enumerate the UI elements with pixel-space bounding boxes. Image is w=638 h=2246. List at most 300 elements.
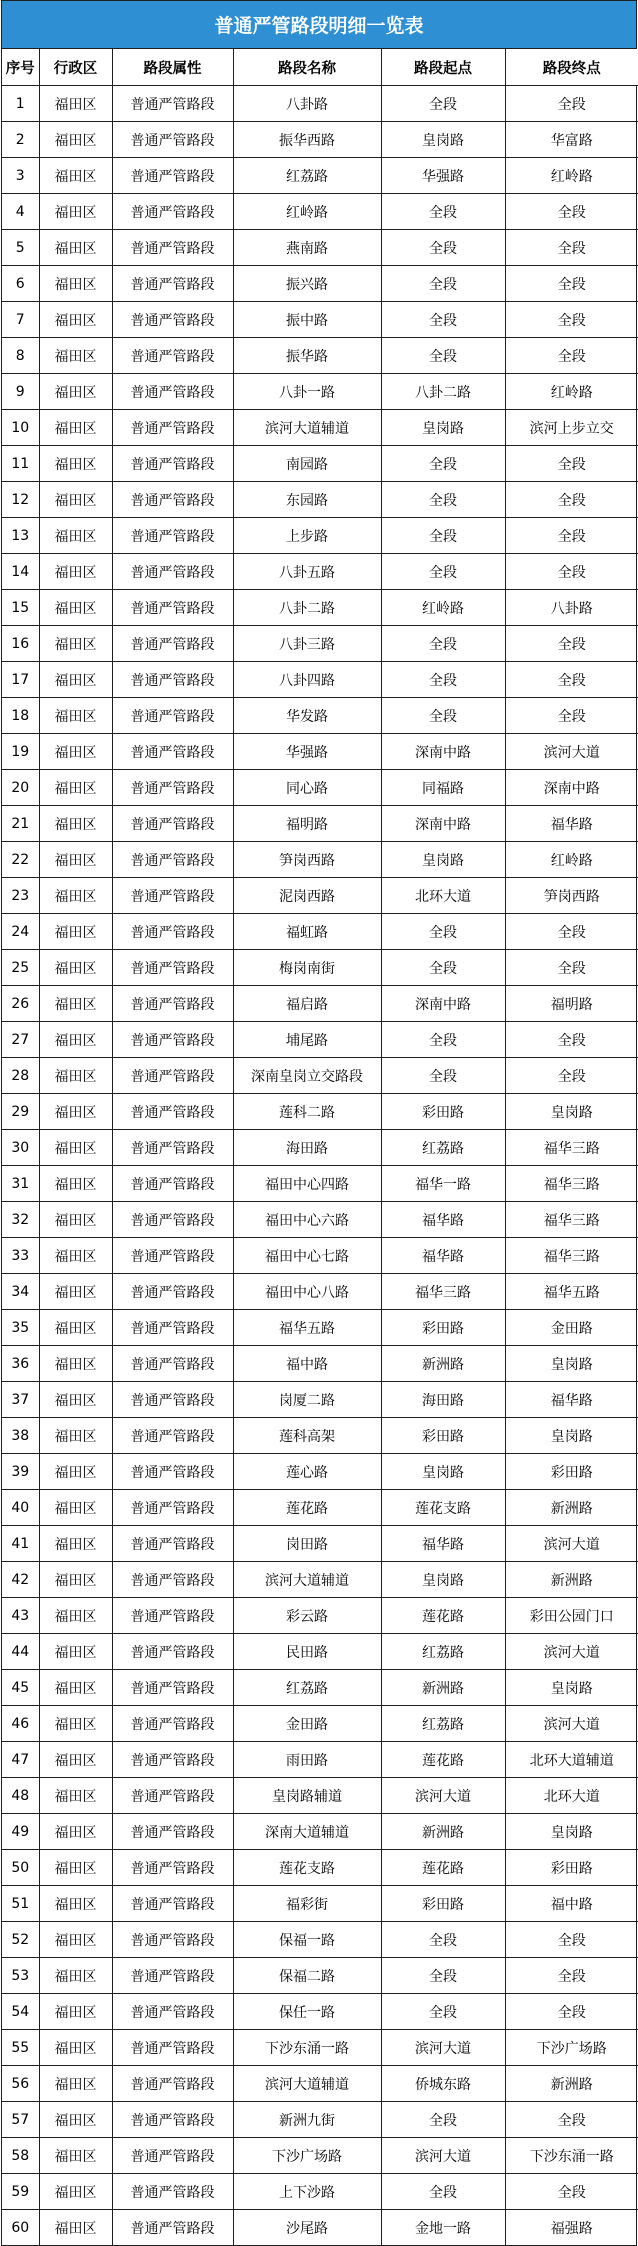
cell-district: 福田区 <box>39 410 112 446</box>
cell-road-name: 福彩街 <box>233 1886 381 1922</box>
cell-start: 全段 <box>381 86 505 122</box>
cell-attribute: 普通严管路段 <box>112 302 233 338</box>
cell-index: 52 <box>2 1922 39 1958</box>
cell-start: 莲花路 <box>381 1850 505 1886</box>
table-row <box>2 1598 638 1634</box>
cell-district: 福田区 <box>39 1454 112 1490</box>
cell-start: 华强路 <box>381 158 505 194</box>
cell-start: 福华路 <box>381 1238 505 1274</box>
cell-attribute: 普通严管路段 <box>112 518 233 554</box>
cell-start: 全段 <box>381 1022 505 1058</box>
header-row <box>2 49 638 86</box>
cell-end: 全段 <box>505 662 638 698</box>
cell-road-name: 八卦二路 <box>233 590 381 626</box>
cell-district: 福田区 <box>39 1526 112 1562</box>
cell-index: 27 <box>2 1022 39 1058</box>
table-row <box>2 158 638 194</box>
cell-end: 滨河上步立交 <box>505 410 638 446</box>
cell-attribute: 普通严管路段 <box>112 86 233 122</box>
cell-end: 深南中路 <box>505 770 638 806</box>
cell-index: 51 <box>2 1886 39 1922</box>
cell-end: 全段 <box>505 554 638 590</box>
cell-district: 福田区 <box>39 1346 112 1382</box>
table-row <box>2 2174 638 2210</box>
cell-start: 全段 <box>381 338 505 374</box>
cell-start: 彩田路 <box>381 1310 505 1346</box>
cell-end: 皇岗路 <box>505 1346 638 1382</box>
cell-start: 全段 <box>381 266 505 302</box>
cell-end: 全段 <box>505 86 638 122</box>
cell-start: 莲花路 <box>381 1742 505 1778</box>
cell-attribute: 普通严管路段 <box>112 590 233 626</box>
cell-road-name: 下沙广场路 <box>233 2138 381 2174</box>
cell-start: 红荔路 <box>381 1634 505 1670</box>
cell-index: 47 <box>2 1742 39 1778</box>
cell-road-name: 沙尾路 <box>233 2210 381 2246</box>
table-row <box>2 1202 638 1238</box>
cell-district: 福田区 <box>39 662 112 698</box>
cell-district: 福田区 <box>39 1922 112 1958</box>
cell-road-name: 华强路 <box>233 734 381 770</box>
cell-end: 滨河大道 <box>505 734 638 770</box>
cell-road-name: 福明路 <box>233 806 381 842</box>
cell-district: 福田区 <box>39 914 112 950</box>
cell-attribute: 普通严管路段 <box>112 1382 233 1418</box>
header-index: 序号 <box>2 49 39 86</box>
cell-end: 全段 <box>505 914 638 950</box>
table-row <box>2 1274 638 1310</box>
cell-start: 莲花支路 <box>381 1490 505 1526</box>
cell-district: 福田区 <box>39 2030 112 2066</box>
cell-start: 滨河大道 <box>381 2138 505 2174</box>
cell-end: 下沙广场路 <box>505 2030 638 2066</box>
cell-end: 皇岗路 <box>505 1814 638 1850</box>
cell-attribute: 普通严管路段 <box>112 950 233 986</box>
cell-road-name: 深南皇岗立交路段 <box>233 1058 381 1094</box>
cell-start: 全段 <box>381 230 505 266</box>
table-row <box>2 1238 638 1274</box>
cell-end: 全段 <box>505 1058 638 1094</box>
table-row <box>2 770 638 806</box>
cell-district: 福田区 <box>39 1274 112 1310</box>
table-row <box>2 1994 638 2030</box>
cell-road-name: 福虹路 <box>233 914 381 950</box>
table-row <box>2 1454 638 1490</box>
cell-start: 全段 <box>381 1958 505 1994</box>
table-row <box>2 1634 638 1670</box>
cell-district: 福田区 <box>39 446 112 482</box>
table-row <box>2 122 638 158</box>
table-row <box>2 374 638 410</box>
table-row <box>2 986 638 1022</box>
cell-end: 福华路 <box>505 1382 638 1418</box>
cell-start: 全段 <box>381 698 505 734</box>
cell-road-name: 莲心路 <box>233 1454 381 1490</box>
cell-end: 福华五路 <box>505 1274 638 1310</box>
cell-index: 44 <box>2 1634 39 1670</box>
cell-end: 全段 <box>505 194 638 230</box>
table-body <box>2 86 638 2246</box>
cell-district: 福田区 <box>39 158 112 194</box>
cell-start: 皇岗路 <box>381 1454 505 1490</box>
cell-district: 福田区 <box>39 842 112 878</box>
cell-index: 12 <box>2 482 39 518</box>
cell-attribute: 普通严管路段 <box>112 1094 233 1130</box>
cell-start: 皇岗路 <box>381 410 505 446</box>
cell-attribute: 普通严管路段 <box>112 1166 233 1202</box>
cell-road-name: 振华西路 <box>233 122 381 158</box>
cell-road-name: 同心路 <box>233 770 381 806</box>
cell-district: 福田区 <box>39 2102 112 2138</box>
table-row <box>2 1886 638 1922</box>
cell-road-name: 皇岗路辅道 <box>233 1778 381 1814</box>
cell-road-name: 岗厦二路 <box>233 1382 381 1418</box>
table-row <box>2 1022 638 1058</box>
cell-road-name: 滨河大道辅道 <box>233 2066 381 2102</box>
cell-start: 北环大道 <box>381 878 505 914</box>
cell-road-name: 振华路 <box>233 338 381 374</box>
cell-district: 福田区 <box>39 626 112 662</box>
cell-attribute: 普通严管路段 <box>112 230 233 266</box>
cell-start: 莲花路 <box>381 1598 505 1634</box>
cell-end: 全段 <box>505 698 638 734</box>
cell-district: 福田区 <box>39 1058 112 1094</box>
cell-road-name: 笋岗西路 <box>233 842 381 878</box>
cell-road-name: 福华五路 <box>233 1310 381 1346</box>
table-row <box>2 230 638 266</box>
cell-road-name: 八卦四路 <box>233 662 381 698</box>
cell-index: 32 <box>2 1202 39 1238</box>
cell-index: 2 <box>2 122 39 158</box>
cell-index: 31 <box>2 1166 39 1202</box>
cell-district: 福田区 <box>39 986 112 1022</box>
cell-road-name: 振兴路 <box>233 266 381 302</box>
cell-end: 彩田路 <box>505 1850 638 1886</box>
cell-attribute: 普通严管路段 <box>112 2210 233 2246</box>
cell-end: 彩田公园门口 <box>505 1598 638 1634</box>
cell-index: 34 <box>2 1274 39 1310</box>
cell-start: 深南中路 <box>381 806 505 842</box>
cell-attribute: 普通严管路段 <box>112 1706 233 1742</box>
cell-index: 57 <box>2 2102 39 2138</box>
cell-start: 全段 <box>381 518 505 554</box>
cell-road-name: 八卦三路 <box>233 626 381 662</box>
cell-attribute: 普通严管路段 <box>112 1238 233 1274</box>
cell-start: 全段 <box>381 662 505 698</box>
cell-attribute: 普通严管路段 <box>112 1130 233 1166</box>
table-row <box>2 1346 638 1382</box>
cell-district: 福田区 <box>39 1310 112 1346</box>
cell-end: 滨河大道 <box>505 1526 638 1562</box>
cell-attribute: 普通严管路段 <box>112 338 233 374</box>
cell-index: 4 <box>2 194 39 230</box>
cell-end: 全段 <box>505 1994 638 2030</box>
cell-district: 福田区 <box>39 1994 112 2030</box>
cell-end: 全段 <box>505 266 638 302</box>
cell-end: 全段 <box>505 518 638 554</box>
cell-start: 全段 <box>381 302 505 338</box>
cell-end: 全段 <box>505 338 638 374</box>
road-table <box>2 49 638 2245</box>
cell-end: 北环大道 <box>505 1778 638 1814</box>
cell-index: 37 <box>2 1382 39 1418</box>
cell-start: 全段 <box>381 554 505 590</box>
cell-index: 26 <box>2 986 39 1022</box>
table-row <box>2 1310 638 1346</box>
cell-district: 福田区 <box>39 770 112 806</box>
cell-road-name: 上步路 <box>233 518 381 554</box>
cell-road-name: 福田中心六路 <box>233 1202 381 1238</box>
cell-start: 彩田路 <box>381 1418 505 1454</box>
cell-index: 48 <box>2 1778 39 1814</box>
cell-district: 福田区 <box>39 1166 112 1202</box>
cell-attribute: 普通严管路段 <box>112 1418 233 1454</box>
table-row <box>2 626 638 662</box>
cell-attribute: 普通严管路段 <box>112 806 233 842</box>
cell-end: 福华三路 <box>505 1130 638 1166</box>
cell-attribute: 普通严管路段 <box>112 734 233 770</box>
cell-district: 福田区 <box>39 374 112 410</box>
cell-road-name: 福启路 <box>233 986 381 1022</box>
cell-start: 全段 <box>381 482 505 518</box>
cell-district: 福田区 <box>39 1886 112 1922</box>
cell-start: 海田路 <box>381 1382 505 1418</box>
cell-start: 全段 <box>381 446 505 482</box>
cell-attribute: 普通严管路段 <box>112 1958 233 1994</box>
cell-district: 福田区 <box>39 1382 112 1418</box>
cell-attribute: 普通严管路段 <box>112 1058 233 1094</box>
cell-end: 滨河大道 <box>505 1634 638 1670</box>
cell-attribute: 普通严管路段 <box>112 266 233 302</box>
table-row <box>2 1418 638 1454</box>
cell-start: 滨河大道 <box>381 2030 505 2066</box>
table-title: 普通严管路段明细一览表 <box>2 1 636 49</box>
cell-road-name: 莲科二路 <box>233 1094 381 1130</box>
cell-attribute: 普通严管路段 <box>112 1742 233 1778</box>
cell-road-name: 雨田路 <box>233 1742 381 1778</box>
cell-end: 全段 <box>505 230 638 266</box>
cell-road-name: 滨河大道辅道 <box>233 1562 381 1598</box>
table-row <box>2 806 638 842</box>
cell-attribute: 普通严管路段 <box>112 554 233 590</box>
cell-start: 同福路 <box>381 770 505 806</box>
cell-attribute: 普通严管路段 <box>112 1994 233 2030</box>
cell-end: 全段 <box>505 446 638 482</box>
cell-road-name: 埔尾路 <box>233 1022 381 1058</box>
table-row <box>2 1922 638 1958</box>
cell-index: 11 <box>2 446 39 482</box>
cell-road-name: 福中路 <box>233 1346 381 1382</box>
cell-district: 福田区 <box>39 1706 112 1742</box>
cell-road-name: 岗田路 <box>233 1526 381 1562</box>
cell-end: 全段 <box>505 1958 638 1994</box>
cell-attribute: 普通严管路段 <box>112 194 233 230</box>
cell-end: 福明路 <box>505 986 638 1022</box>
table-row <box>2 914 638 950</box>
header-attribute: 路段属性 <box>112 49 233 86</box>
cell-district: 福田区 <box>39 1562 112 1598</box>
cell-district: 福田区 <box>39 302 112 338</box>
cell-index: 28 <box>2 1058 39 1094</box>
cell-road-name: 福田中心四路 <box>233 1166 381 1202</box>
cell-district: 福田区 <box>39 230 112 266</box>
cell-end: 皇岗路 <box>505 1670 638 1706</box>
cell-start: 新洲路 <box>381 1814 505 1850</box>
cell-start: 全段 <box>381 2102 505 2138</box>
cell-attribute: 普通严管路段 <box>112 410 233 446</box>
cell-end: 全段 <box>505 2174 638 2210</box>
table-row <box>2 302 638 338</box>
cell-end: 福中路 <box>505 1886 638 1922</box>
cell-end: 全段 <box>505 626 638 662</box>
cell-start: 全段 <box>381 1058 505 1094</box>
cell-index: 21 <box>2 806 39 842</box>
cell-end: 新洲路 <box>505 1490 638 1526</box>
cell-road-name: 民田路 <box>233 1634 381 1670</box>
cell-index: 25 <box>2 950 39 986</box>
cell-start: 全段 <box>381 914 505 950</box>
cell-index: 23 <box>2 878 39 914</box>
cell-start: 全段 <box>381 194 505 230</box>
cell-attribute: 普通严管路段 <box>112 1634 233 1670</box>
cell-index: 16 <box>2 626 39 662</box>
cell-index: 9 <box>2 374 39 410</box>
cell-start: 彩田路 <box>381 1094 505 1130</box>
cell-end: 新洲路 <box>505 1562 638 1598</box>
cell-start: 全段 <box>381 950 505 986</box>
cell-end: 福强路 <box>505 2210 638 2246</box>
cell-road-name: 莲花路 <box>233 1490 381 1526</box>
cell-end: 福华三路 <box>505 1238 638 1274</box>
cell-district: 福田区 <box>39 1814 112 1850</box>
cell-end: 福华路 <box>505 806 638 842</box>
cell-district: 福田区 <box>39 2174 112 2210</box>
cell-end: 红岭路 <box>505 842 638 878</box>
cell-attribute: 普通严管路段 <box>112 2030 233 2066</box>
header-road-name: 路段名称 <box>233 49 381 86</box>
cell-attribute: 普通严管路段 <box>112 1310 233 1346</box>
cell-attribute: 普通严管路段 <box>112 482 233 518</box>
table-row <box>2 1130 638 1166</box>
cell-road-name: 八卦五路 <box>233 554 381 590</box>
cell-road-name: 梅岗南街 <box>233 950 381 986</box>
cell-end: 新洲路 <box>505 2066 638 2102</box>
table-row <box>2 518 638 554</box>
cell-start: 全段 <box>381 1922 505 1958</box>
table-row <box>2 410 638 446</box>
cell-attribute: 普通严管路段 <box>112 1850 233 1886</box>
table-row <box>2 842 638 878</box>
cell-road-name: 福田中心八路 <box>233 1274 381 1310</box>
cell-end: 红岭路 <box>505 158 638 194</box>
cell-district: 福田区 <box>39 1670 112 1706</box>
cell-index: 50 <box>2 1850 39 1886</box>
cell-index: 7 <box>2 302 39 338</box>
cell-road-name: 新洲九街 <box>233 2102 381 2138</box>
cell-end: 全段 <box>505 2102 638 2138</box>
table-row <box>2 1958 638 1994</box>
cell-index: 8 <box>2 338 39 374</box>
cell-district: 福田区 <box>39 1742 112 1778</box>
cell-index: 13 <box>2 518 39 554</box>
cell-index: 42 <box>2 1562 39 1598</box>
cell-district: 福田区 <box>39 1958 112 1994</box>
cell-start: 金地一路 <box>381 2210 505 2246</box>
cell-attribute: 普通严管路段 <box>112 1346 233 1382</box>
cell-end: 彩田路 <box>505 1454 638 1490</box>
header-start: 路段起点 <box>381 49 505 86</box>
cell-district: 福田区 <box>39 518 112 554</box>
cell-start: 新洲路 <box>381 1346 505 1382</box>
cell-start: 新洲路 <box>381 1670 505 1706</box>
cell-index: 55 <box>2 2030 39 2066</box>
cell-index: 29 <box>2 1094 39 1130</box>
table-row <box>2 2102 638 2138</box>
cell-district: 福田区 <box>39 1490 112 1526</box>
cell-attribute: 普通严管路段 <box>112 914 233 950</box>
cell-index: 40 <box>2 1490 39 1526</box>
table-row <box>2 2138 638 2174</box>
table-row <box>2 734 638 770</box>
cell-index: 6 <box>2 266 39 302</box>
cell-road-name: 彩云路 <box>233 1598 381 1634</box>
cell-index: 15 <box>2 590 39 626</box>
cell-end: 北环大道辅道 <box>505 1742 638 1778</box>
cell-road-name: 保任一路 <box>233 1994 381 2030</box>
cell-district: 福田区 <box>39 734 112 770</box>
cell-end: 华富路 <box>505 122 638 158</box>
table-row <box>2 1058 638 1094</box>
table-row <box>2 878 638 914</box>
cell-district: 福田区 <box>39 1238 112 1274</box>
cell-district: 福田区 <box>39 590 112 626</box>
cell-index: 5 <box>2 230 39 266</box>
cell-index: 18 <box>2 698 39 734</box>
cell-attribute: 普通严管路段 <box>112 122 233 158</box>
cell-index: 14 <box>2 554 39 590</box>
cell-attribute: 普通严管路段 <box>112 626 233 662</box>
cell-district: 福田区 <box>39 122 112 158</box>
table-row <box>2 698 638 734</box>
cell-start: 福华路 <box>381 1202 505 1238</box>
cell-district: 福田区 <box>39 1778 112 1814</box>
cell-index: 45 <box>2 1670 39 1706</box>
cell-end: 八卦路 <box>505 590 638 626</box>
cell-district: 福田区 <box>39 878 112 914</box>
cell-road-name: 保福二路 <box>233 1958 381 1994</box>
cell-attribute: 普通严管路段 <box>112 2174 233 2210</box>
cell-end: 皇岗路 <box>505 1094 638 1130</box>
cell-road-name: 下沙东涌一路 <box>233 2030 381 2066</box>
cell-attribute: 普通严管路段 <box>112 1454 233 1490</box>
cell-road-name: 红荔路 <box>233 1670 381 1706</box>
road-table-sheet <box>1 0 637 2246</box>
table-row <box>2 338 638 374</box>
cell-road-name: 泥岗西路 <box>233 878 381 914</box>
table-row <box>2 1382 638 1418</box>
cell-index: 36 <box>2 1346 39 1382</box>
cell-attribute: 普通严管路段 <box>112 842 233 878</box>
cell-district: 福田区 <box>39 1130 112 1166</box>
table-row <box>2 950 638 986</box>
cell-attribute: 普通严管路段 <box>112 1526 233 1562</box>
cell-road-name: 八卦一路 <box>233 374 381 410</box>
cell-start: 深南中路 <box>381 734 505 770</box>
table-row <box>2 1562 638 1598</box>
cell-attribute: 普通严管路段 <box>112 1670 233 1706</box>
cell-index: 24 <box>2 914 39 950</box>
cell-end: 下沙东涌一路 <box>505 2138 638 2174</box>
